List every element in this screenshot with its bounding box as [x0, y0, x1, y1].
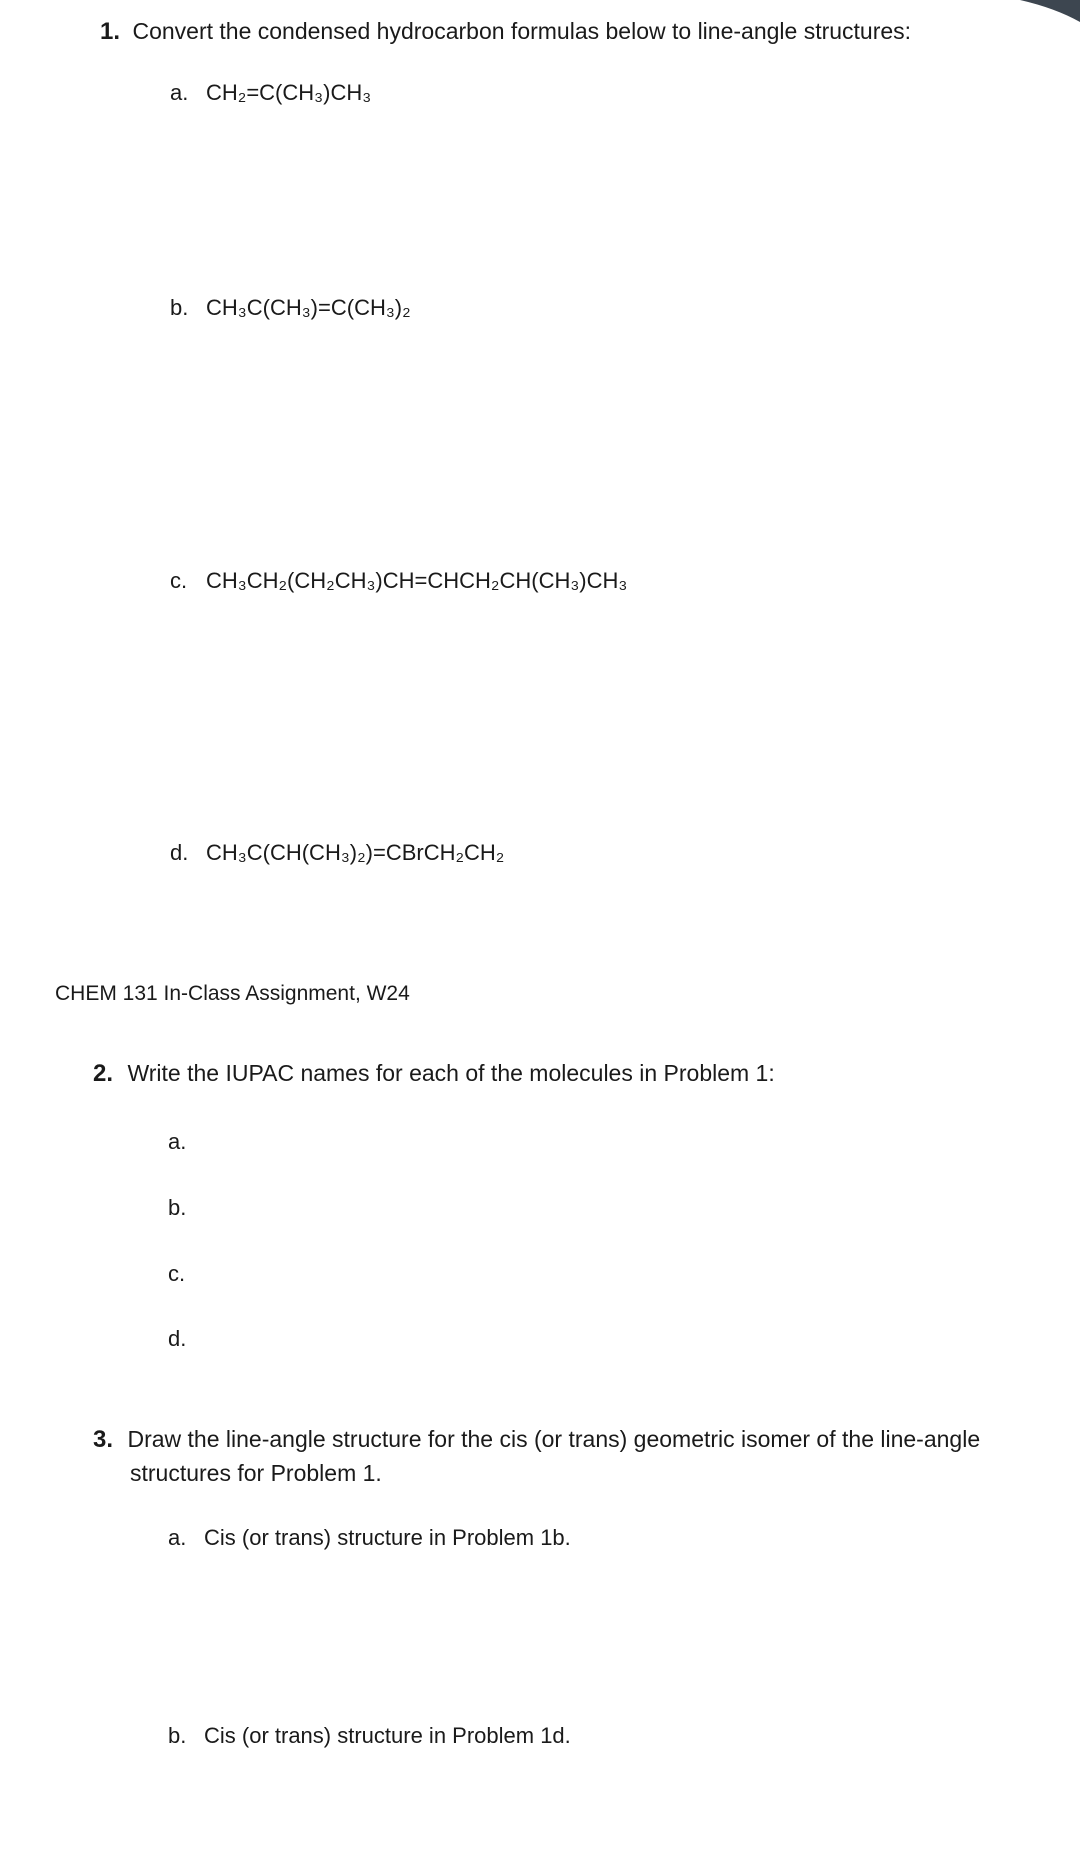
question-3-item-b [168, 1723, 571, 1749]
item-letter: b. [168, 1723, 187, 1748]
course-label: CHEM 131 In-Class Assignment, W24 [55, 982, 410, 1005]
question-3-item-a [168, 1525, 571, 1551]
question-2-item-a: a. [168, 1129, 187, 1154]
question-2-header [93, 1060, 775, 1088]
question-1-number: 1. [100, 18, 121, 45]
page-corner-shadow [1010, 0, 1080, 40]
item-text: Cis (or trans) structure in Problem 1b. [204, 1525, 571, 1550]
question-3-header [93, 1426, 980, 1454]
item-letter: c. [170, 568, 188, 593]
question-3-prompt-line-2: structures for Problem 1. [130, 1460, 382, 1486]
question-2-number: 2. [93, 1060, 114, 1087]
item-text: Cis (or trans) structure in Problem 1d. [204, 1723, 571, 1748]
question-1-item-a [170, 80, 371, 106]
question-1-item-d [170, 840, 504, 866]
question-1-item-c [170, 568, 627, 594]
item-letter: b. [170, 295, 189, 320]
item-letter: a. [168, 1525, 187, 1550]
condensed-formula: CH₃C(CH(CH₃)₂)=CBrCH₂CH₂ [206, 840, 505, 865]
question-1-header [100, 18, 911, 46]
item-letter: a. [170, 80, 189, 105]
question-2-item-c: c. [168, 1261, 186, 1286]
item-letter: d. [170, 840, 189, 865]
question-2-item-b: b. [168, 1195, 187, 1220]
question-1-prompt: Convert the condensed hydrocarbon formulas below to line-angle structures: [132, 18, 912, 44]
condensed-formula: CH₃C(CH₃)=C(CH₃)₂ [206, 295, 411, 320]
condensed-formula: CH₃CH₂(CH₂CH₃)CH=CHCH₂CH(CH₃)CH₃ [206, 568, 628, 593]
question-2-prompt: Write the IUPAC names for each of the molecules in Problem 1: [127, 1060, 775, 1086]
question-3-prompt-line-1: Draw the line-angle structure for the cis (or trans) geometric isomer of the line-angle [127, 1426, 981, 1452]
question-3-number: 3. [93, 1426, 114, 1453]
question-1-item-b [170, 295, 411, 321]
condensed-formula: CH₂=C(CH₃)CH₃ [206, 80, 372, 105]
question-2-item-d: d. [168, 1326, 187, 1351]
